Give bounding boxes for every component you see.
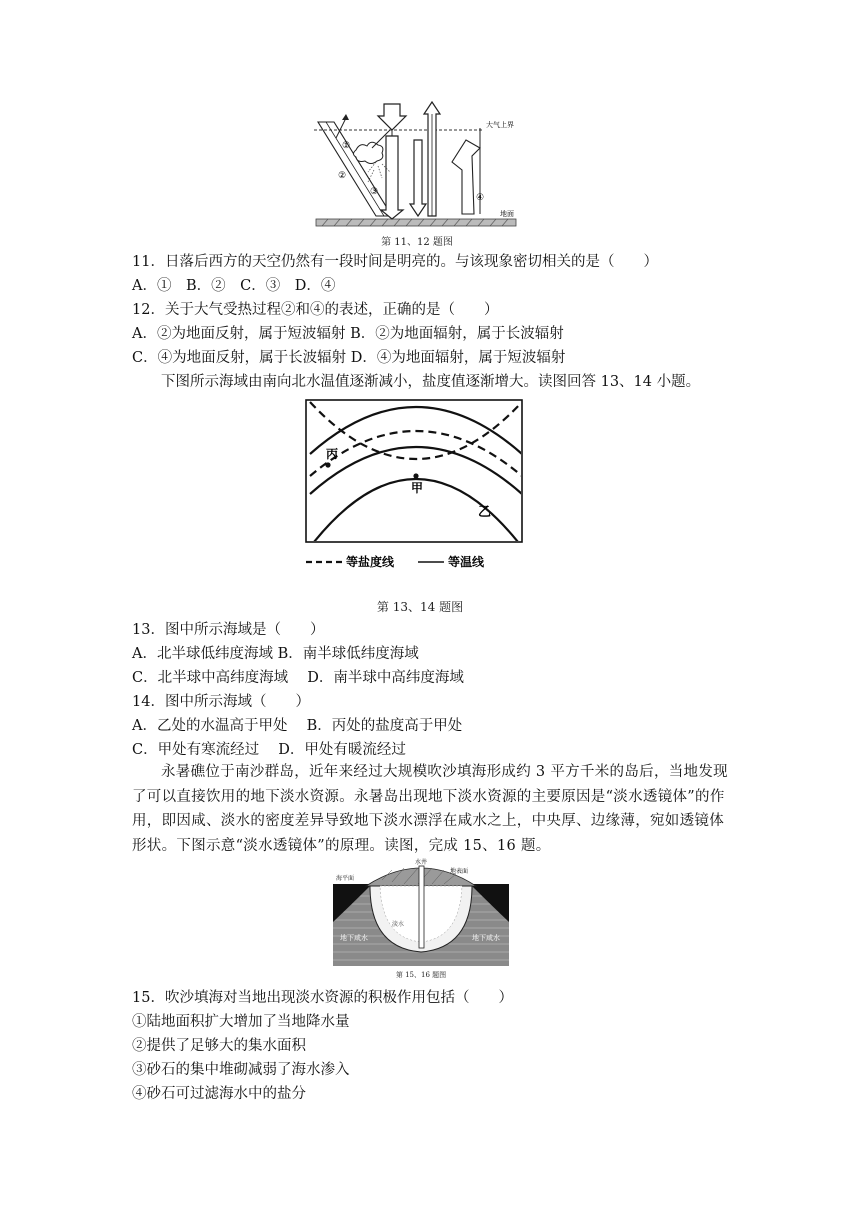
question-11-options: A．① B．② C．③ D．④ (132, 278, 336, 294)
label-yi: 乙 (478, 505, 492, 520)
label-jia: 甲 (411, 481, 424, 495)
figure-caption-2: 第 13、14 题图 (376, 600, 464, 614)
question-12-options-row2: C．④为地面反射，属于长波辐射 D．④为地面辐射，属于短波辐射 (132, 350, 566, 366)
ground-surface-label: 地表面 (450, 868, 469, 875)
legend-temperature: 等温线 (448, 555, 485, 569)
question-12-options-row1: A．②为地面反射，属于短波辐射 B．②为地面辐射，属于长波辐射 (132, 326, 564, 342)
intro-paragraph-15-16: 永暑礁位于南沙群岛，近年来经过大规模吹沙填海形成约 3 平方千米的岛后，当地发现了可以直接饮用的地下淡水资源。永暑岛出现地下淡水资源的主要原因是“淡水透镜体”的作用，即因咸、淡水的密度差异导致地下淡水漂浮在咸水之上，中央厚、边缘薄，宛如透镜体形状。下图示意“淡水透镜体”的原理。读图，完成 15、16 题。 (132, 764, 728, 854)
marker-2: ② (338, 171, 347, 181)
question-13-stem: 13．图中所示海域是（ ） (132, 622, 325, 638)
question-15-stem: 15．吹沙填海对当地出现淡水资源的积极作用包括（ ） (132, 990, 513, 1006)
question-15-item-4: ④砂石可过滤海水中的盐分 (132, 1086, 306, 1102)
marker-4: ④ (476, 193, 485, 203)
freshwater-label: 淡水 (392, 921, 405, 928)
question-15-item-2: ②提供了足够大的集水面积 (132, 1038, 306, 1054)
question-15-item-1: ①陆地面积扩大增加了当地降水量 (132, 1014, 350, 1030)
saltwater-left-label: 地下咸水 (340, 934, 368, 942)
atmosphere-heating-diagram (312, 100, 522, 230)
figure-caption-1: 第 11、12 题图 (381, 237, 453, 248)
top-of-atmosphere-label: 大气上界 (486, 121, 514, 129)
question-14-options-row1: A．乙处的水温高于甲处 B．丙处的盐度高于甲处 (132, 718, 463, 734)
well-label: 水井 (415, 859, 428, 866)
intro-paragraph-13-14: 下图所示海域由南向北水温值逐渐减小，盐度值逐渐增大。读图回答 13、14 小题。 (161, 374, 701, 390)
saltwater-right-label: 地下咸水 (472, 934, 500, 942)
freshwater-lens-diagram (332, 856, 510, 968)
sea-level-label: 海平面 (336, 875, 355, 882)
ground-label: 地面 (500, 210, 514, 218)
question-13-options-row1: A．北半球低纬度海域 B．南半球低纬度海域 (132, 646, 419, 662)
question-14-options-row2: C．甲处有寒流经过 D．甲处有暖流经过 (132, 742, 406, 758)
question-12-stem: 12．关于大气受热过程②和④的表述，正确的是（ ） (132, 302, 499, 318)
figure-caption-3: 第 15、16 题图 (395, 971, 447, 979)
question-13-options-row2: C．北半球中高纬度海域 D．南半球中高纬度海域 (132, 670, 464, 686)
question-11-stem: 11．日落后西方的天空仍然有一段时间是明亮的。与该现象密切相关的是（ ） (132, 254, 658, 270)
question-15-item-3: ③砂石的集中堆砌减弱了海水渗入 (132, 1062, 350, 1078)
label-bing: 丙 (326, 447, 339, 461)
marker-3: ③ (370, 187, 379, 197)
isotherm-isohaline-map (300, 396, 526, 572)
marker-1: ① (342, 141, 351, 151)
legend-salinity: 等盐度线 (346, 555, 395, 569)
question-14-stem: 14．图中所示海域（ ） (132, 694, 310, 710)
